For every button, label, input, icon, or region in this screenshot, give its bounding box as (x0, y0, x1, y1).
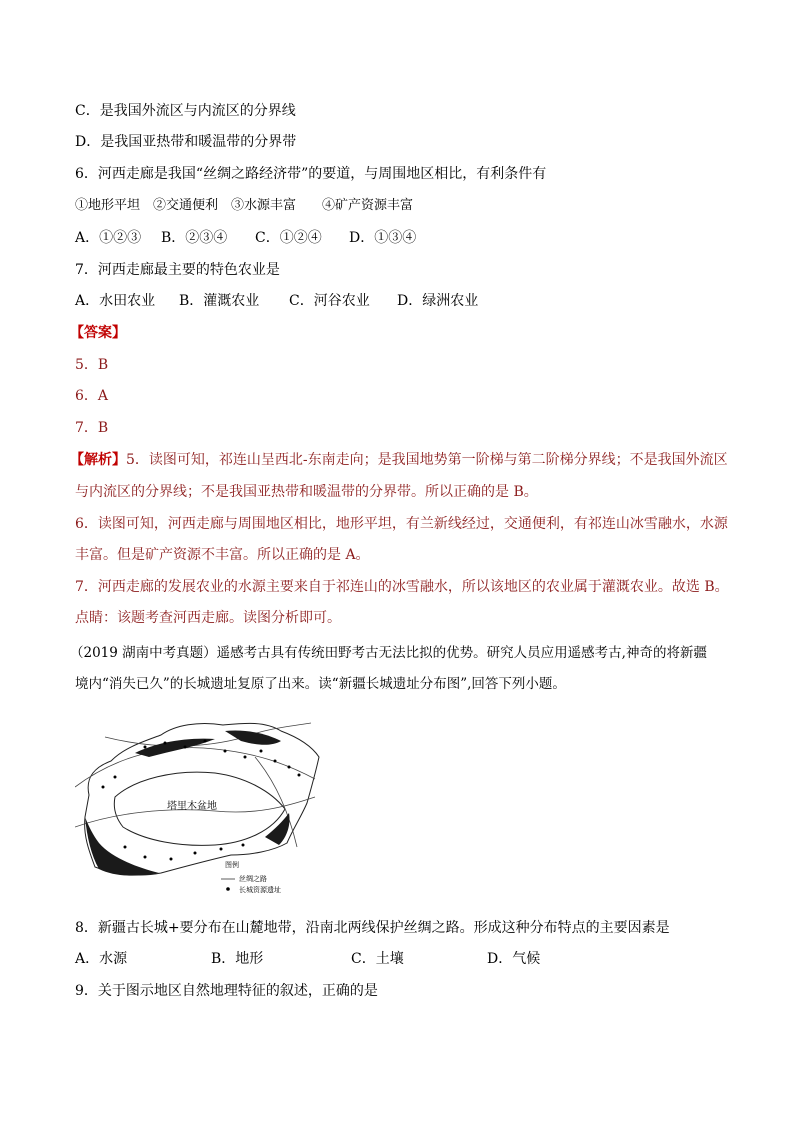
analysis-7: 7．河西走廊的发展农业的水源主要来自于祁连山的冰雪融水，所以该地区的农业属于灌溉农业。故选 B。 (75, 579, 729, 595)
basin-label: 塔里木盆地 (167, 801, 217, 812)
question-9: 9．关于图示地区自然地理特征的叙述，正确的是 (75, 983, 378, 999)
question-7-options (75, 291, 478, 311)
legend-wall-sites: 长城资源遗址 (239, 886, 281, 894)
intro-line1: （2019 湖南中考真题）遥感考古具有传统田野考古无法比拟的优势。研究人员应用遥感考古,神奇的将新疆 (70, 645, 707, 661)
q8-option-c: C．土壤 (351, 951, 404, 967)
region-outline (85, 723, 319, 875)
q8-option-b: B．地形 (211, 951, 264, 967)
question-8-options (75, 949, 540, 969)
question-6: 6．河西走廊是我国“丝绸之路经济带”的要道，与周围地区相比，有利条件有 (75, 166, 547, 182)
answer-5: 5．B (75, 357, 109, 373)
legend-site-dot (226, 887, 230, 891)
legend-silk-road: 丝绸之路 (239, 875, 267, 883)
dianjing-note: 点睛：该题考查河西走廊。读图分析即可。 (75, 610, 341, 626)
q8-option-a: A．水源 (75, 951, 128, 967)
intro-line2: 境内“消失已久”的长城遗址复原了出来。读“新疆长城遗址分布图”,回答下列小题。 (75, 676, 566, 692)
question-6-options (75, 228, 416, 248)
answer-heading: 【答案】 (70, 325, 126, 341)
q6-option-a: A．①②③ (75, 230, 142, 246)
option-c-line: C．是我国外流区与内流区的分界线 (75, 103, 296, 119)
option-d-line: D．是我国亚热带和暖温带的分界带 (75, 134, 297, 150)
q8-option-d: D．气候 (487, 951, 541, 967)
q7-option-d: D．绿洲农业 (397, 293, 479, 309)
answer-6: 6．A (75, 388, 109, 404)
q6-option-b: B．②③④ (161, 230, 228, 246)
map-legend (221, 860, 281, 894)
analysis-heading: 【解析】 (70, 452, 126, 468)
analysis-6-line2: 丰富。但是矿产资源不丰富。所以正确的是 A。 (75, 547, 370, 563)
question-7: 7．河西走廊最主要的特色农业是 (75, 262, 280, 278)
answer-7: 7．B (75, 420, 109, 436)
q6-option-d: D．①③④ (349, 230, 417, 246)
q6-option-c: C．①②④ (255, 230, 322, 246)
xinjiang-great-wall-map (75, 717, 325, 897)
analysis-5-text: 5．读图可知，祁连山呈西北-东南走向；是我国地势第一阶梯与第二阶梯分界线；不是我国外流区 (126, 452, 728, 468)
q7-option-c: C．河谷农业 (289, 293, 370, 309)
legend-title: 图例 (225, 861, 239, 869)
analysis-6-line1: 6．读图可知，河西走廊与周围地区相比，地形平坦，有兰新线经过，交通便利，有祁连山冰雪融水，水源 (75, 516, 728, 532)
analysis-5-line1 (70, 450, 728, 470)
q7-option-b: B．灌溉农业 (179, 293, 260, 309)
question-6-items: ①地形平坦 ②交通便利 ③水源丰富 ④矿产资源丰富 (75, 198, 414, 213)
q7-option-a: A．水田农业 (75, 293, 156, 309)
question-8: 8．新疆古长城+要分布在山麓地带，沿南北两线保护丝绸之路。形成这种分布特点的主要因素是 (75, 920, 670, 936)
analysis-5-line2: 与内流区的分界线；不是我国亚热带和暖温带的分界带。所以正确的是 B。 (75, 484, 538, 500)
